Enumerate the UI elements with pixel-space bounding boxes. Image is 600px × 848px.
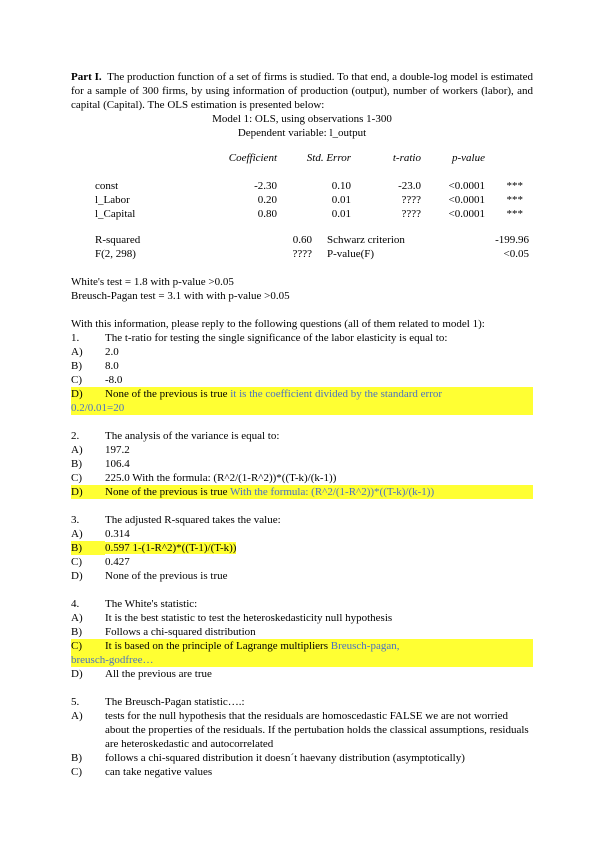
option-text: None of the previous is true	[105, 486, 228, 498]
option-label: B)	[71, 541, 105, 555]
table-cell: ????	[401, 194, 421, 206]
option-label: D)	[71, 388, 83, 400]
answer-note-continuation: breusch-godfree…	[71, 654, 154, 666]
option-label: A)	[71, 710, 83, 722]
option-row	[71, 569, 533, 583]
stats-table	[95, 233, 529, 261]
option-row	[71, 457, 533, 471]
table-header	[95, 151, 199, 165]
option-label: B)	[71, 360, 82, 372]
option-label: B)	[71, 458, 82, 470]
option-label: B)	[71, 626, 82, 638]
option-row	[71, 639, 533, 653]
option-text: 0.314	[105, 528, 130, 540]
option-text: 2.0	[105, 346, 119, 358]
answer-note-continuation: 0.2/0.01=20	[71, 402, 125, 414]
option-text: None of the previous is true	[105, 388, 228, 400]
table-header-row	[95, 151, 523, 165]
question-stem	[71, 513, 533, 527]
table-header: Coefficient	[228, 152, 277, 164]
option-label: A)	[71, 612, 83, 624]
option-row	[71, 709, 533, 751]
option-text: It is the best statistic to test the heteroskedasticity null hypothesis	[105, 612, 393, 624]
table-cell: 0.20	[257, 194, 277, 206]
option-row	[71, 359, 533, 373]
option-label: C)	[71, 374, 82, 386]
table-cell: const	[95, 180, 119, 192]
table-cell: -2.30	[254, 180, 277, 192]
option-text: It is based on the principle of Lagrange multipliers	[105, 640, 328, 652]
option-row	[71, 611, 533, 625]
table-cell: ***	[506, 194, 523, 206]
table-cell: <0.0001	[448, 208, 485, 220]
table-header: Std. Error	[306, 152, 351, 164]
stats-cell: -199.96	[495, 234, 529, 246]
option-row	[71, 527, 533, 541]
option-label: C)	[71, 766, 82, 778]
intro-text: The production function of a set of firms is studied. To that end, a double-log model is estimated for a sample of 300 firms, by using information of production (output), number of workers (labor), and capital (Capital). The OLS estimation is presented below:	[71, 71, 533, 111]
part-heading: Part I.	[71, 71, 102, 83]
stats-cell: ????	[292, 248, 312, 260]
option-text: None of the previous is true	[105, 570, 228, 582]
option-row	[71, 555, 533, 569]
stats-cell: P-value(F)	[327, 248, 375, 260]
option-text: All the previous are true	[105, 668, 212, 680]
table-cell: <0.0001	[448, 180, 485, 192]
highlighted-answer	[71, 639, 533, 667]
table-cell: l_Capital	[95, 208, 136, 220]
model-title: Model 1: OLS, using observations 1-300	[212, 113, 392, 125]
question-number: 1.	[71, 332, 80, 344]
instruction-line: With this information, please reply to the following questions (all of them related to model 1):	[71, 318, 485, 330]
answer-note: With the formula: (R^2/(1-R^2))*((T-k)/(k-1))	[227, 486, 435, 498]
option-label: A)	[71, 444, 83, 456]
model-dependent: Dependent variable: l_output	[237, 127, 367, 139]
stats-row	[95, 233, 529, 247]
highlighted-answer	[71, 541, 533, 555]
option-row	[71, 667, 533, 681]
table-cell: -23.0	[398, 180, 421, 192]
option-label: C)	[71, 640, 82, 652]
question-text: The White's statistic:	[105, 598, 198, 610]
stats-cell: 0.60	[292, 234, 312, 246]
option-text: Follows a chi-squared distribution	[105, 626, 256, 638]
table-cell: 0.80	[257, 208, 277, 220]
answer-note: it is the coefficient divided by the standard error	[227, 388, 443, 400]
option-row	[71, 345, 533, 359]
question-text: The Breusch-Pagan statistic….:	[105, 696, 245, 708]
table-cell: ***	[506, 208, 523, 220]
option-label: A)	[71, 528, 83, 540]
option-text: 225.0 With the formula: (R^2/(1-R^2))*((T-k)/(k-1))	[105, 472, 337, 484]
stats-cell: <0.05	[503, 248, 529, 260]
option-text: -8.0	[105, 374, 123, 386]
intro-paragraph	[71, 70, 533, 112]
table-row	[95, 207, 523, 221]
option-row	[71, 625, 533, 639]
white-test-line: White's test = 1.8 with p-value >0.05	[71, 276, 234, 288]
question-text: The adjusted R-squared takes the value:	[105, 514, 281, 526]
table-cell: ***	[506, 180, 523, 192]
table-cell: 0.01	[331, 194, 351, 206]
option-text: 0.427	[105, 556, 130, 568]
question-stem	[71, 331, 533, 345]
option-label: D)	[71, 570, 83, 582]
option-label: C)	[71, 556, 82, 568]
option-row	[71, 373, 533, 387]
option-row	[71, 751, 533, 765]
question-text: The t-ratio for testing the single significance of the labor elasticity is equal to:	[105, 332, 448, 344]
question-4	[71, 597, 533, 681]
option-label: A)	[71, 346, 83, 358]
table-cell: <0.0001	[448, 194, 485, 206]
question-number: 2.	[71, 430, 80, 442]
highlighted-answer	[71, 387, 533, 415]
answer-note: Breusch-pagan,	[328, 640, 400, 652]
regression-table	[95, 151, 523, 221]
option-text: can take negative values	[105, 766, 213, 778]
stats-cell: Schwarz criterion	[327, 234, 405, 246]
option-label: D)	[71, 486, 83, 498]
highlighted-answer	[71, 485, 533, 499]
option-row	[71, 443, 533, 457]
question-1	[71, 331, 533, 415]
option-text: 8.0	[105, 360, 119, 372]
stats-cell: F(2, 298)	[95, 248, 136, 260]
table-cell: 0.10	[331, 180, 351, 192]
table-header	[485, 151, 523, 165]
document-page	[71, 70, 533, 779]
option-text: 197.2	[105, 444, 130, 456]
stats-row	[95, 247, 529, 261]
option-row	[71, 471, 533, 485]
option-text: follows a chi-squared distribution it doesn´t haevany distribution (asymptotically)	[105, 752, 465, 764]
table-cell: 0.01	[331, 208, 351, 220]
option-row	[71, 387, 533, 401]
question-number: 5.	[71, 696, 80, 708]
option-text: 0.597 1-(1-R^2)*((T-1)/(T-k))	[105, 542, 237, 554]
bp-test-line: Breusch-Pagan test = 3.1 with with p-value >0.05	[71, 290, 290, 302]
table-spacer	[95, 165, 523, 179]
table-header: t-ratio	[392, 152, 421, 164]
option-row	[71, 765, 533, 779]
question-stem	[71, 429, 533, 443]
question-stem	[71, 695, 533, 709]
question-3	[71, 513, 533, 583]
option-text: tests for the null hypothesis that the residuals are homoscedastic FALSE we are not worried about the properties of the residuals. If the pertubation holds the classical assumptions, residuals are heteroskedastic and autocorrelated	[105, 710, 529, 750]
table-cell: ????	[401, 208, 421, 220]
question-stem	[71, 597, 533, 611]
question-text: The analysis of the variance is equal to:	[105, 430, 280, 442]
table-cell: l_Labor	[95, 194, 130, 206]
question-5	[71, 695, 533, 779]
option-label: C)	[71, 472, 82, 484]
option-label: D)	[71, 668, 83, 680]
option-text: 106.4	[105, 458, 130, 470]
table-header: p-value	[452, 152, 485, 164]
option-label: B)	[71, 752, 82, 764]
stats-cell: R-squared	[95, 234, 141, 246]
question-number: 3.	[71, 514, 80, 526]
table-row	[95, 193, 523, 207]
table-row	[95, 179, 523, 193]
question-2	[71, 429, 533, 499]
question-number: 4.	[71, 598, 80, 610]
